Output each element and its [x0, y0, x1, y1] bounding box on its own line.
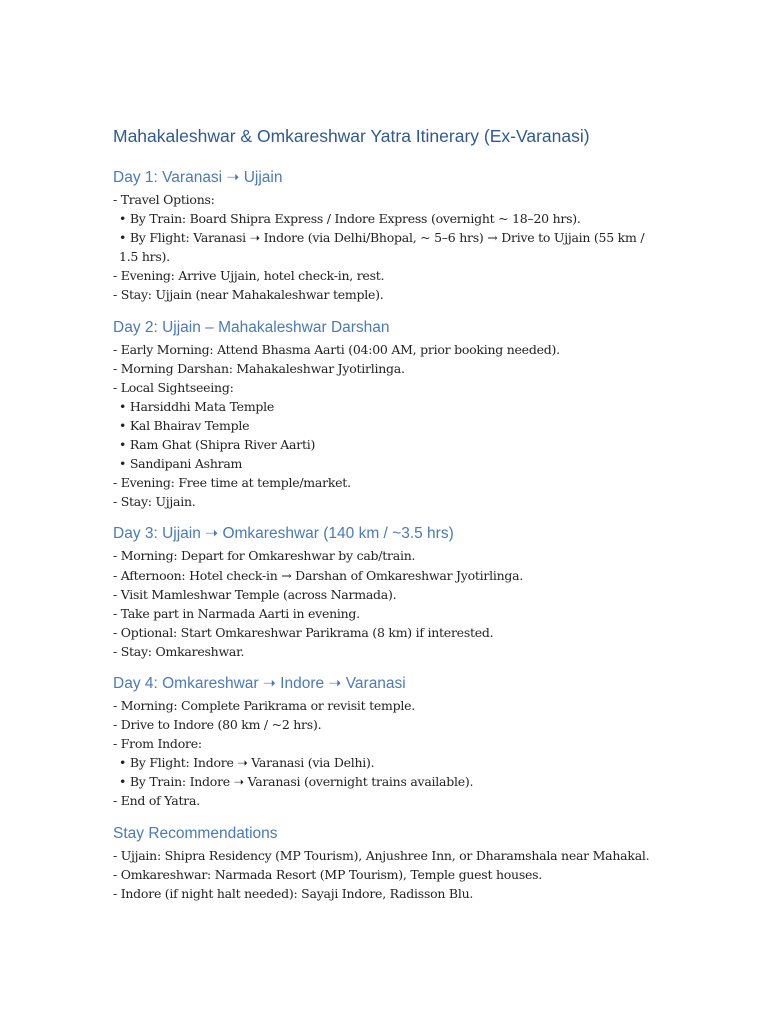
- section-day-3: [113, 524, 658, 661]
- bullet-line: • Sandipani Ashram: [119, 456, 243, 472]
- text-line: - Morning: Complete Parikrama or revisit temple.: [113, 697, 416, 713]
- section-day-2: [113, 318, 658, 512]
- text-line: - Take part in Narmada Aarti in evening.: [113, 605, 360, 621]
- text-line: - Travel Options:: [113, 192, 215, 207]
- text-line: - Stay: Ujjain.: [113, 494, 196, 510]
- text-line: - End of Yatra.: [113, 793, 200, 809]
- section-stay-recommendations: [113, 824, 658, 903]
- text-line: - Evening: Free time at temple/market.: [113, 475, 351, 491]
- text-line: - Drive to Indore (80 km / ~2 hrs).: [113, 717, 322, 733]
- section-day-1: [113, 168, 658, 305]
- text-line: - Stay: Ujjain (near Mahakaleshwar temple).: [113, 287, 384, 303]
- section-heading: Day 2: Ujjain – Mahakaleshwar Darshan: [113, 318, 390, 336]
- text-line: - Visit Mamleshwar Temple (across Narmada).: [113, 586, 397, 602]
- text-line: - Stay: Omkareshwar.: [113, 643, 245, 659]
- text-line: - Optional: Start Omkareshwar Parikrama (8 km) if interested.: [113, 624, 494, 640]
- text-line: - Ujjain: Shipra Residency (MP Tourism), Anjushree Inn, or Dharamshala near Mahakal.: [113, 847, 650, 863]
- bullet-line: • Ram Ghat (Shipra River Aarti): [119, 437, 316, 453]
- section-day-4: [113, 674, 658, 811]
- section-heading: Day 4: Omkareshwar ➝ Indore ➝ Varanasi: [113, 674, 406, 692]
- text-line: - Indore (if night halt needed): Sayaji Indore, Radisson Blu.: [113, 885, 474, 901]
- section-heading: Stay Recommendations: [113, 824, 278, 842]
- bullet-line: • By Train: Board Shipra Express / Indore Express (overnight ~ 18–20 hrs).: [119, 211, 581, 227]
- text-line: - Afternoon: Hotel check-in → Darshan of Omkareshwar Jyotirlinga.: [113, 567, 524, 583]
- text-line: - From Indore:: [113, 736, 202, 752]
- text-line: - Early Morning: Attend Bhasma Aarti (04:00 AM, prior booking needed).: [113, 341, 560, 357]
- bullet-line: • Kal Bhairav Temple: [119, 417, 250, 433]
- section-heading: Day 3: Ujjain ➝ Omkareshwar (140 km / ~3.5 hrs): [113, 525, 454, 543]
- text-line: - Local Sightseeing:: [113, 379, 234, 395]
- text-line: - Evening: Arrive Ujjain, hotel check-in, rest.: [113, 268, 385, 284]
- text-line: - Morning Darshan: Mahakaleshwar Jyotirlinga.: [113, 360, 405, 376]
- bullet-line: • By Flight: Varanasi ➝ Indore (via Delhi/Bhopal, ~ 5–6 hrs) → Drive to Ujjain (55 km / 1.5 hrs).: [119, 230, 645, 265]
- text-line: - Morning: Depart for Omkareshwar by cab/train.: [113, 548, 416, 564]
- document-body: [113, 126, 658, 903]
- bullet-line: • By Train: Indore ➝ Varanasi (overnight trains available).: [119, 774, 474, 790]
- document-title: Mahakaleshwar & Omkareshwar Yatra Itinerary (Ex-Varanasi): [113, 126, 590, 146]
- text-line: - Omkareshwar: Narmada Resort (MP Tourism), Temple guest houses.: [113, 866, 543, 882]
- section-heading: Day 1: Varanasi ➝ Ujjain: [113, 169, 283, 186]
- bullet-line: • Harsiddhi Mata Temple: [119, 398, 275, 414]
- bullet-line: • By Flight: Indore ➝ Varanasi (via Delhi).: [119, 755, 375, 771]
